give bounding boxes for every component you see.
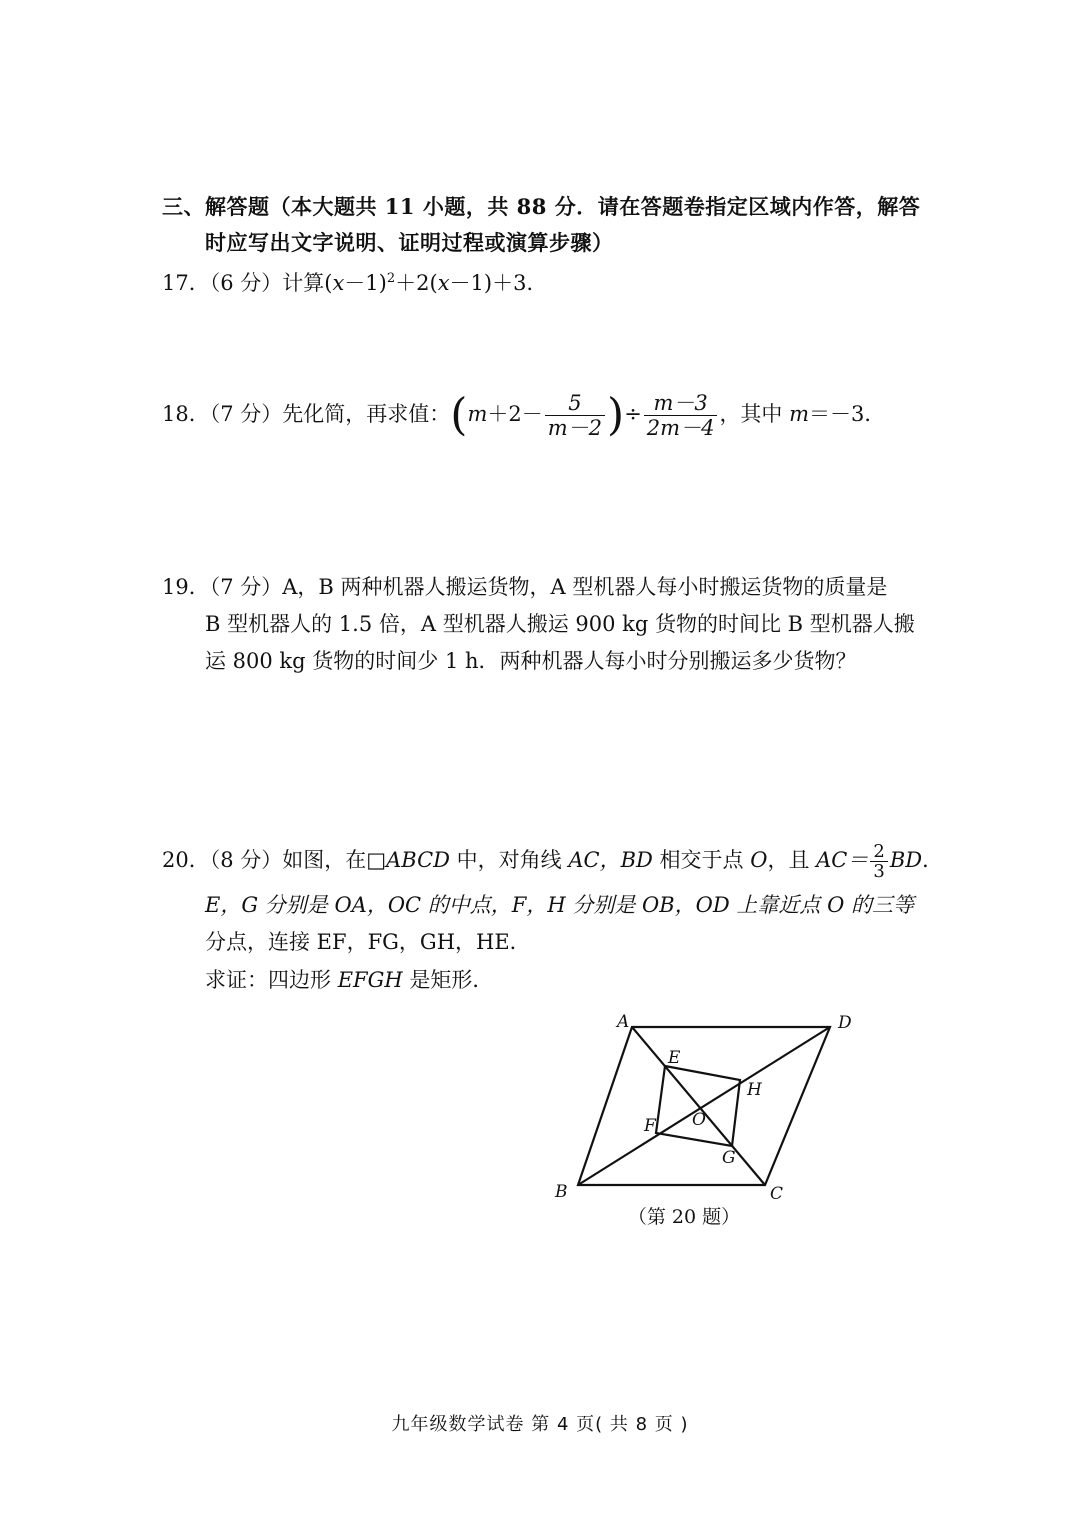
label-h: H — [747, 1080, 762, 1100]
q18-frac1-numerator: 5 — [545, 391, 605, 416]
section-heading-line2: 时应写出文字说明、证明过程或演算步骤） — [205, 230, 614, 255]
q17-var-x: x — [332, 271, 345, 295]
q20-mid2: 相交于点 — [652, 848, 751, 872]
q20-prove-c: 是矩形． — [402, 968, 494, 992]
label-f: F — [644, 1116, 656, 1136]
question-20-line4 — [205, 965, 493, 995]
q18-frac2-denominator: 2m－4 — [646, 416, 715, 440]
q20-frac-numerator: 2 — [870, 842, 887, 862]
label-c: C — [770, 1184, 784, 1204]
q18-tail-a: ，其中 — [719, 402, 790, 426]
label-e: E — [668, 1048, 681, 1068]
figure-caption: （第 20 题） — [627, 1206, 741, 1228]
q20-mid3: ，且 — [767, 848, 817, 872]
q18-var-m2: m — [789, 402, 810, 426]
q18-right-paren: ) — [607, 389, 625, 441]
figure-svg — [545, 1005, 875, 1205]
question-20-line2: E，G 分别是 OA，OC 的中点，F，H 分别是 OB，OD 上靠近点 O 的三等 — [205, 893, 914, 917]
diagonal-bd — [578, 1027, 830, 1185]
q18-tail-b: ＝－3． — [809, 402, 886, 426]
label-o: O — [692, 1110, 706, 1130]
parallelogram-figure — [545, 1005, 875, 1209]
q20-prove-quad: EFGH — [337, 968, 403, 992]
question-19-line3: 运 800 kg 货物的时间少 1 h．两种机器人每小时分别搬运多少货物？ — [205, 649, 857, 673]
q20-diagonals: AC，BD — [568, 848, 653, 872]
q17-tail: －1)＋3． — [449, 271, 548, 295]
question-20-line3: 分点，连接 EF，FG，GH，HE． — [205, 930, 531, 954]
q18-fraction-1 — [545, 391, 605, 440]
q17-prefix: 17．（6 分）计算( — [162, 271, 333, 295]
q20-mid1: 中，对角线 — [450, 848, 569, 872]
question-19-line2: B 型机器人的 1.5 倍，A 型机器人搬运 900 kg 货物的时间比 B 型机器人搬 — [205, 612, 915, 636]
diagonal-ac — [632, 1027, 765, 1185]
question-19-line1: 19．（7 分）A，B 两种机器人搬运货物，A 型机器人每小时搬运货物的质量是 — [162, 575, 888, 599]
label-b: B — [555, 1182, 568, 1202]
label-g: G — [722, 1148, 736, 1168]
q17-mid2: ＋2( — [395, 271, 438, 295]
q18-plus2: ＋2－ — [487, 402, 543, 426]
q17-mid1: －1) — [344, 271, 387, 295]
q18-fraction-2 — [644, 391, 718, 440]
q18-divide: ÷ — [624, 402, 642, 426]
q17-exponent: 2 — [386, 271, 396, 286]
q20-ac-eq: AC＝ — [816, 848, 869, 872]
q18-prefix: 18．（7 分）先化简，再求值： — [162, 402, 451, 426]
q20-bd: BD — [889, 848, 923, 872]
q20-point-o: O — [750, 848, 768, 872]
page-footer: 九年级数学试卷 第 4 页( 共 8 页 ) — [391, 1414, 689, 1435]
q17-var-x2: x — [437, 271, 450, 295]
q18-var-m: m — [467, 402, 488, 426]
q18-left-paren: ( — [450, 389, 468, 441]
label-a: A — [617, 1012, 630, 1032]
q20-end: ． — [922, 848, 944, 872]
q20-frac-denominator: 3 — [873, 861, 885, 882]
question-20-line1 — [162, 838, 943, 882]
q20-prefix: 20．（8 分）如图，在 — [162, 848, 367, 872]
q20-prove-a: 求证：四边形 — [205, 968, 338, 992]
q20-parallelogram: □ABCD — [366, 848, 450, 872]
question-17 — [162, 264, 547, 298]
q18-frac2-numerator: m－3 — [644, 391, 718, 416]
label-d: D — [838, 1013, 852, 1033]
question-18 — [162, 388, 885, 440]
q18-frac1-denominator: m－2 — [547, 416, 603, 440]
section-heading-line1: 三、解答题（本大题共 11 小题，共 88 分．请在答题卷指定区域内作答，解答 — [162, 194, 921, 219]
q20-fraction — [870, 842, 887, 881]
